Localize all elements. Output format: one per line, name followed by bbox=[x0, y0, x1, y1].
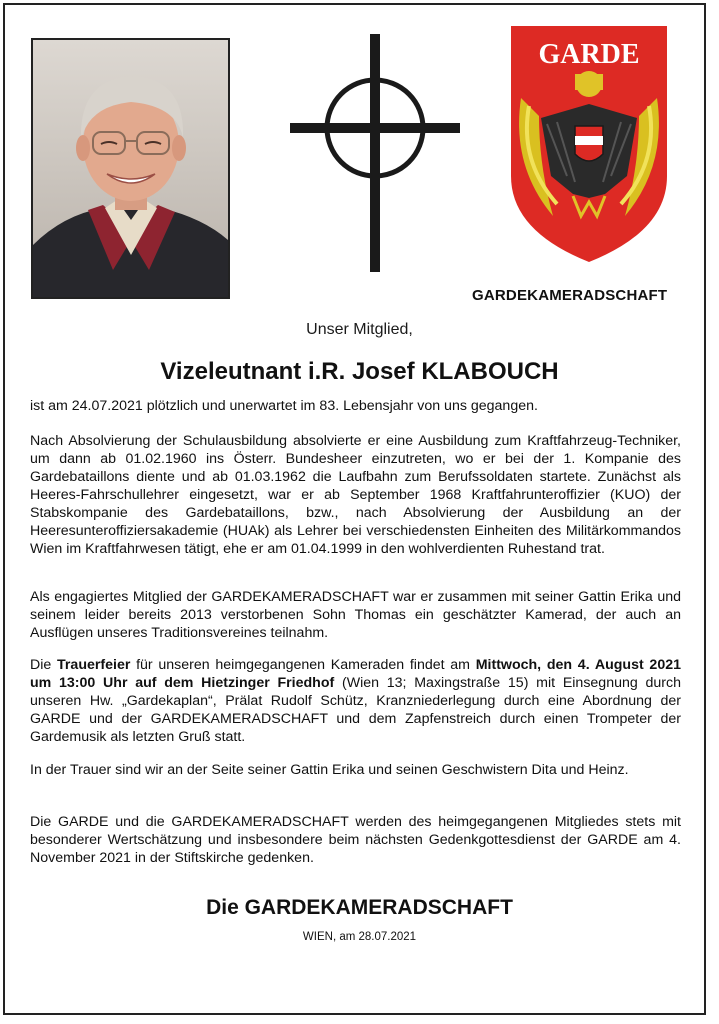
paragraph-remembrance: Die GARDE und die GARDEKAMERADSCHAFT werden des heimgegangenen Mitgliedes stets mit besonderer Wertschätzung und insbesondere beim nächsten Gedenkgottesdienst der GARDE am 4. November 2021 in der Stiftskirche gedenken. bbox=[30, 814, 681, 866]
funeral-text-c: für unseren heimgegangenen Kameraden findet am bbox=[130, 657, 476, 673]
crest-label: GARDE bbox=[538, 39, 640, 70]
cross-icon bbox=[290, 34, 460, 272]
funeral-text-e: (Wien 13; Maxingstraße 15) mit Einsegnung durch unseren Hw. „Gardekaplan“, Prälat Rudolf Schütz, Kranzniederlegung durch eine Abordnung der GARDE und der GARDEKAMERADSCHAFT und dem Zapfenstreich durch einen Trompeter der Gardemusik als letzten Gruß statt. bbox=[30, 675, 681, 745]
deceased-name: Vizeleutnant i.R. Josef KLABOUCH bbox=[160, 358, 559, 385]
intro-line: Unser Mitglied, bbox=[306, 321, 413, 338]
paragraph-career: Nach Absolvierung der Schulausbildung absolvierte er eine Ausbildung zum Kraftfahrzeug-Techniker, um dann ab 01.02.1960 ins Österr. Bundesheer einzutreten, wo er bei der 1. Kompanie des Gardebataillons diente und ab 01.03.1962 die Laufbahn zum Berufssoldaten startete. Zunächst als Heeres-Fahrschullehrer eingesetzt, war er ab September 1968 Kraftfahrunteroffizier (KUO) der Stabskompanie des Gardebataillons, bzw., nach Absolvierung der Ausbildung an der Heeresunteroffiziersakademie (HUAk) als Lehrer bei verschiedensten Einheiten des Militärkommandos Wien im Kraftfahrwesen tätigt, ehe er am 01.04.1999 in den wohlverdienten Ruhestand trat. bbox=[30, 433, 681, 557]
paragraph-funeral bbox=[30, 656, 681, 746]
funeral-text-a: Die bbox=[30, 657, 58, 673]
paragraph-condolence: In der Trauer sind wir an der Seite seiner Gattin Erika und seinen Geschwistern Dita und Heinz. bbox=[30, 762, 629, 778]
paragraph-death-notice: ist am 24.07.2021 plötzlich und unerwartet im 83. Lebensjahr von uns gegangen. bbox=[30, 398, 538, 414]
signature: Die GARDEKAMERADSCHAFT bbox=[206, 896, 513, 919]
place-date: WIEN, am 28.07.2021 bbox=[302, 931, 417, 943]
portrait-photo bbox=[31, 38, 230, 299]
funeral-date-location: Mittwoch, den 4. August 2021 um 13:00 Uhr auf dem Hietzinger Friedhof bbox=[30, 657, 681, 691]
funeral-keyword: Trauerfeier bbox=[57, 657, 131, 673]
paragraph-membership: Als engagiertes Mitglied der GARDEKAMERADSCHAFT war er zusammen mit seiner Gattin Erika und seinem leider bereits 2013 verstorbenen Sohn Thomas ein geschätzter Kamerad, der auch an Ausflügen unseres Traditionsvereines teilnahm. bbox=[30, 589, 681, 641]
garde-crest-icon bbox=[511, 26, 667, 262]
organization-header: GARDEKAMERADSCHAFT bbox=[472, 287, 668, 304]
